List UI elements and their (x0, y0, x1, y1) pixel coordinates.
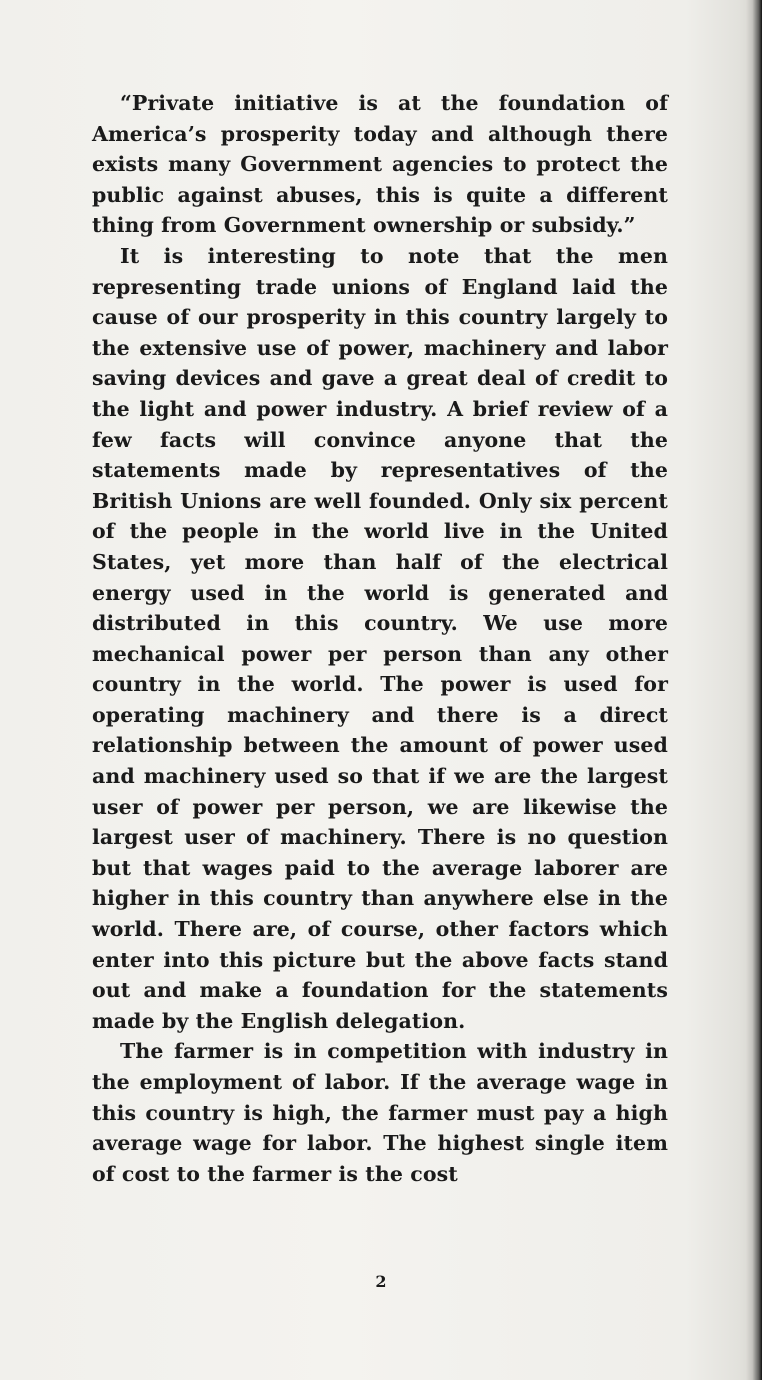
body-text (92, 88, 668, 1189)
page-number: 2 (375, 1272, 387, 1291)
paragraph-trade-unions: It is interesting to note that the men representing trade unions of England laid the cause of our prosperity in this country largely to the extensive use of power, machinery and labor saving devices and gave a great deal of credit to the light and power industry. A brief review of a few facts will convince anyone that the statements made by representatives of the British Unions are well founded. Only six percent of the people in the world live in the United States, yet more than half of the electrical energy used in the world is generated and distributed in this country. We use more mechanical power per person than any other country in the world. The power is used for operating machinery and there is a direct relationship between the amount of power used and machinery used so that if we are the largest user of power per person, we are likewise the largest user of machinery. There is no question but that wages paid to the average laborer are higher in this country than anywhere else in the world. There are, of course, other factors which enter into this picture but the above facts stand out and make a foundation for the statements made by the English delegation. (92, 243, 668, 1033)
page-edge-shadow (746, 0, 762, 1380)
paragraph-farmer: The farmer is in competition with industry in the employment of labor. If the average wage in this country is high, the farmer must pay a high average wage for labor. The highest single item of cost to the farmer is the cost (92, 1039, 668, 1186)
paragraph-quote: “Private initiative is at the foundation of America’s prosperity today and although there exists many Government agencies to protect the public against abuses, this is quite a different thing from Government ownership or subsidy.” (92, 91, 668, 238)
